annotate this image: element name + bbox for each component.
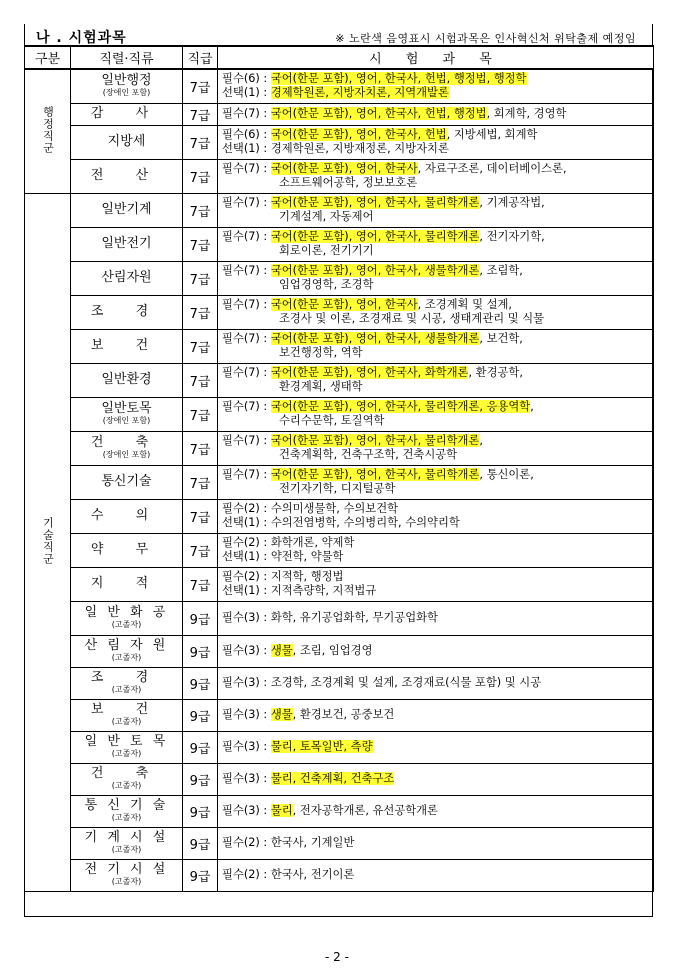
subjects-text: , 전기자기학, xyxy=(479,230,545,243)
highlighted-subjects: 국어(한문 포함), 영어, 한국사, 물리학개론 xyxy=(270,196,480,209)
subjects-cell xyxy=(218,827,654,859)
subjects-cell xyxy=(218,499,654,533)
job-series-cell xyxy=(71,397,183,431)
subjects-cell xyxy=(218,601,654,635)
subjects-text: 필수(6) : xyxy=(222,128,271,141)
subjects-line xyxy=(222,107,653,121)
job-series-note: (고졸자) xyxy=(111,845,142,854)
subjects-cell xyxy=(218,731,654,763)
grade-cell: 9급 xyxy=(183,763,218,795)
job-series-note: (고졸자) xyxy=(111,620,142,629)
grade-cell: 9급 xyxy=(183,795,218,827)
subjects-text: 필수(6) : xyxy=(222,72,271,86)
highlighted-subjects: 물리 xyxy=(270,804,293,817)
subjects-text: , xyxy=(479,434,483,447)
subjects-line xyxy=(222,772,653,786)
table-row xyxy=(25,567,654,601)
job-series-name: 조 경 xyxy=(90,670,163,685)
job-series-name: 일 반 화 공 xyxy=(84,605,169,620)
exam-subjects-table xyxy=(24,45,654,892)
grade-cell: 9급 xyxy=(183,859,218,891)
subjects-cell xyxy=(218,159,654,193)
subjects-text: 회로이론, 전기기기 xyxy=(279,244,374,257)
col-header-category: 구분 xyxy=(25,46,71,69)
subjects-text: 필수(2) : 화학개론, 약제학 xyxy=(222,536,355,549)
subjects-line xyxy=(222,298,653,312)
subjects-cell xyxy=(218,567,654,601)
subjects-text: 필수(7) : xyxy=(222,264,271,277)
job-series-name: 전 기 시 설 xyxy=(84,862,169,877)
subjects-text: 필수(2) : 지적학, 행정법 xyxy=(222,570,344,583)
subjects-text: , 조림, 임업경영 xyxy=(292,644,373,657)
subjects-line xyxy=(222,644,653,658)
job-series-name: 일반기계 xyxy=(101,202,152,217)
job-series-cell xyxy=(71,329,183,363)
page-number: - 2 - xyxy=(325,950,349,964)
subjects-text: 필수(3) : xyxy=(222,740,271,753)
subjects-text: , 조림학, xyxy=(479,264,523,277)
table-row xyxy=(25,795,654,827)
highlighted-subjects: 국어(한문 포함), 영어, 한국사, 물리학개론 xyxy=(270,468,480,481)
col-header-grade: 직급 xyxy=(183,46,218,69)
subjects-line xyxy=(222,482,653,496)
subjects-text: 필수(7) : xyxy=(222,107,271,120)
job-series-name: 전 산 xyxy=(90,168,163,183)
subjects-text: , 통신이론, xyxy=(479,468,534,481)
subjects-line xyxy=(222,332,653,346)
job-series-note: (고졸자) xyxy=(111,781,142,790)
grade-cell: 7급 xyxy=(183,227,218,261)
subjects-text: , 자료구조론, 데이터베이스론, xyxy=(417,162,567,175)
job-series-name: 일반토목 xyxy=(101,401,152,416)
table-row xyxy=(25,69,654,103)
highlighted-subjects: 국어(한문 포함), 영어, 한국사, 헌법 xyxy=(270,128,447,141)
job-series-cell xyxy=(71,499,183,533)
table-row xyxy=(25,431,654,465)
subjects-line xyxy=(222,400,653,414)
subjects-line xyxy=(222,72,653,86)
highlighted-subjects: 국어(한문 포함), 영어, 한국사, 헌법, 행정법, 행정학 xyxy=(270,72,527,86)
grade-cell: 7급 xyxy=(183,397,218,431)
highlighted-subjects: 국어(한문 포함), 영어, 한국사, 생물학개론 xyxy=(270,332,480,345)
subjects-text: 필수(2) : 수의미생물학, 수의보건학 xyxy=(222,502,399,515)
subjects-text: 소프트웨어공학, 정보보호론 xyxy=(279,176,418,189)
table-row xyxy=(25,397,654,431)
job-series-cell xyxy=(71,295,183,329)
subjects-line xyxy=(222,611,653,625)
subjects-line xyxy=(222,740,653,754)
highlighted-subjects: 생물 xyxy=(270,708,293,721)
table-row xyxy=(25,635,654,667)
subjects-line xyxy=(222,366,653,380)
subjects-cell xyxy=(218,103,654,125)
grade-cell: 7급 xyxy=(183,261,218,295)
job-series-cell xyxy=(71,193,183,227)
highlighted-subjects: 국어(한문 포함), 영어, 한국사, 생물학개론 xyxy=(270,264,480,277)
subjects-text: 임업경영학, 조경학 xyxy=(279,278,374,291)
subjects-text: 필수(7) : xyxy=(222,366,271,379)
subjects-line xyxy=(222,502,653,516)
subjects-text: 수리수문학, 토질역학 xyxy=(279,414,385,427)
job-series-cell xyxy=(71,601,183,635)
job-series-name: 일반환경 xyxy=(101,372,152,387)
subjects-line xyxy=(222,86,653,100)
subjects-line xyxy=(222,550,653,564)
grade-cell: 7급 xyxy=(183,533,218,567)
job-series-cell xyxy=(71,763,183,795)
table-header-row xyxy=(25,46,654,69)
subjects-line xyxy=(222,468,653,482)
subjects-cell xyxy=(218,69,654,103)
job-series-cell xyxy=(71,567,183,601)
job-series-name: 산림자원 xyxy=(101,270,152,285)
job-series-name: 건 축 xyxy=(90,435,163,450)
subjects-text: 필수(7) : xyxy=(222,298,271,311)
job-series-cell xyxy=(71,465,183,499)
subjects-text: 필수(7) : xyxy=(222,434,271,447)
job-series-name: 건 축 xyxy=(90,766,163,781)
table-row xyxy=(25,295,654,329)
highlighted-subjects: 경제학원론, 지방자치론, 지역개발론 xyxy=(270,86,449,100)
subjects-text: , 보건학, xyxy=(479,332,523,345)
job-series-note: (고졸자) xyxy=(111,685,142,694)
subjects-text: 건축계획학, 건축구조학, 건축시공학 xyxy=(279,448,458,461)
grade-cell: 7급 xyxy=(183,103,218,125)
job-series-name: 통신기술 xyxy=(101,474,152,489)
job-series-cell xyxy=(71,859,183,891)
highlighted-subjects: 물리, 토목일반, 측량 xyxy=(270,740,373,753)
subjects-line xyxy=(222,804,653,818)
job-series-note: (고졸자) xyxy=(111,717,142,726)
subjects-text: 필수(3) : xyxy=(222,772,271,785)
table-row xyxy=(25,363,654,397)
grade-cell: 7급 xyxy=(183,159,218,193)
group-tech xyxy=(25,193,71,891)
subjects-cell xyxy=(218,699,654,731)
subjects-line xyxy=(222,708,653,722)
job-series-name: 통 신 기 술 xyxy=(84,798,169,813)
table-row xyxy=(25,731,654,763)
subjects-text: 필수(3) : 화학, 유기공업화학, 무기공업화학 xyxy=(222,611,438,624)
subjects-text: 필수(2) : 한국사, 전기이론 xyxy=(222,868,355,881)
subjects-cell xyxy=(218,261,654,295)
subjects-text: 전기자기학, 디지털공학 xyxy=(279,482,396,495)
table-row xyxy=(25,193,654,227)
subjects-line xyxy=(222,516,653,530)
subjects-line xyxy=(222,868,653,882)
job-series-cell xyxy=(71,635,183,667)
subjects-cell xyxy=(218,795,654,827)
group-label: 행정직군 xyxy=(41,105,55,154)
job-series-cell xyxy=(71,227,183,261)
subjects-text: 조경사 및 이론, 조경재료 및 시공, 생태계관리 및 식물 xyxy=(279,312,545,325)
job-series-name: 기 계 시 설 xyxy=(84,830,169,845)
job-series-note: (장애인 포함) xyxy=(102,88,151,98)
job-series-cell xyxy=(71,431,183,465)
subjects-text: 필수(3) : xyxy=(222,708,271,721)
table-row xyxy=(25,125,654,159)
col-header-subjects: 시 험 과 목 xyxy=(218,46,654,69)
subjects-line xyxy=(222,536,653,550)
job-series-cell xyxy=(71,103,183,125)
grade-cell: 7급 xyxy=(183,465,218,499)
subjects-cell xyxy=(218,295,654,329)
subjects-text: , 전자공학개론, 유선공학개론 xyxy=(292,804,438,817)
subjects-line xyxy=(222,676,653,690)
subjects-cell xyxy=(218,763,654,795)
table-row xyxy=(25,699,654,731)
subjects-text: 필수(7) : xyxy=(222,230,271,243)
subjects-line xyxy=(222,230,653,244)
highlighted-subjects: 국어(한문 포함), 영어, 한국사 xyxy=(270,298,418,311)
subjects-line xyxy=(222,264,653,278)
grade-cell: 7급 xyxy=(183,69,218,103)
job-series-note: (장애인 포함) xyxy=(102,450,151,459)
subjects-cell xyxy=(218,533,654,567)
table-row xyxy=(25,103,654,125)
subjects-line xyxy=(222,176,653,190)
subjects-line xyxy=(222,448,653,462)
table-row xyxy=(25,329,654,363)
highlighted-subjects: 물리, 건축계획, 건축구조 xyxy=(270,772,395,785)
subjects-text: , 지방세법, 회계학 xyxy=(446,128,538,141)
job-series-cell xyxy=(71,261,183,295)
subjects-line xyxy=(222,380,653,394)
subjects-cell xyxy=(218,227,654,261)
job-series-name: 지방세 xyxy=(107,134,146,149)
highlighted-subjects: 국어(한문 포함), 영어, 한국사, 헌법, 행정법 xyxy=(270,107,487,120)
job-series-cell xyxy=(71,69,183,103)
job-series-name: 수 의 xyxy=(90,508,163,523)
subjects-cell xyxy=(218,329,654,363)
subjects-text: , 조경계획 및 설계, xyxy=(417,298,512,311)
highlighted-subjects: 생물 xyxy=(270,644,293,657)
subjects-line xyxy=(222,278,653,292)
subjects-cell xyxy=(218,635,654,667)
table-row xyxy=(25,261,654,295)
table-row xyxy=(25,667,654,699)
section-header xyxy=(36,27,646,45)
job-series-name: 일 반 토 목 xyxy=(84,734,169,749)
subjects-text: 필수(7) : xyxy=(222,400,271,413)
table-row xyxy=(25,533,654,567)
table-body xyxy=(25,69,654,891)
subjects-cell xyxy=(218,363,654,397)
table-row xyxy=(25,159,654,193)
subjects-text: 기계설계, 자동제어 xyxy=(279,210,374,223)
table-row xyxy=(25,601,654,635)
subjects-cell xyxy=(218,193,654,227)
table-row xyxy=(25,763,654,795)
grade-cell: 9급 xyxy=(183,731,218,763)
job-series-name: 약 무 xyxy=(90,542,163,557)
subjects-line xyxy=(222,162,653,176)
subjects-cell xyxy=(218,465,654,499)
subjects-text: 선택(1) : 지적측량학, 지적법규 xyxy=(222,584,377,597)
subjects-text: 선택(1) : 약전학, 약물학 xyxy=(222,550,344,563)
subjects-text: 필수(7) : xyxy=(222,196,271,209)
job-series-name: 보 건 xyxy=(90,338,163,353)
job-series-cell xyxy=(71,125,183,159)
job-series-name: 일반행정 xyxy=(101,73,152,89)
subjects-line xyxy=(222,434,653,448)
subjects-text: 필수(7) : xyxy=(222,162,271,175)
group-admin xyxy=(25,69,71,193)
job-series-cell xyxy=(71,159,183,193)
job-series-note: (고졸자) xyxy=(111,653,142,662)
job-series-note: (고졸자) xyxy=(111,877,142,886)
grade-cell: 9급 xyxy=(183,827,218,859)
subjects-line xyxy=(222,210,653,224)
job-series-cell xyxy=(71,699,183,731)
grade-cell: 9급 xyxy=(183,667,218,699)
job-series-cell xyxy=(71,731,183,763)
highlighted-subjects: 국어(한문 포함), 영어, 한국사, 물리학개론, 응용역학 xyxy=(270,400,531,413)
subjects-line xyxy=(222,570,653,584)
highlighted-subjects: 국어(한문 포함), 영어, 한국사 xyxy=(270,162,418,175)
subjects-line xyxy=(222,142,653,156)
grade-cell: 7급 xyxy=(183,363,218,397)
subjects-text: 필수(3) : xyxy=(222,804,271,817)
table-row xyxy=(25,827,654,859)
section-title: 나 . 시험과목 xyxy=(36,30,127,46)
subjects-text: 필수(7) : xyxy=(222,468,271,481)
subjects-text: , xyxy=(530,400,534,413)
group-label: 기술직군 xyxy=(41,516,55,565)
job-series-name: 지 적 xyxy=(90,576,163,591)
table-row xyxy=(25,859,654,891)
subjects-text: 필수(2) : 한국사, 기계일반 xyxy=(222,836,355,849)
subjects-text: , 기계공작법, xyxy=(479,196,545,209)
subjects-line xyxy=(222,312,653,326)
job-series-name: 감 사 xyxy=(90,106,163,121)
subjects-text: 환경계획, 생태학 xyxy=(279,380,363,393)
grade-cell: 7급 xyxy=(183,431,218,465)
table-row xyxy=(25,227,654,261)
job-series-cell xyxy=(71,533,183,567)
subjects-text: 필수(3) : xyxy=(222,644,271,657)
job-series-name: 일반전기 xyxy=(101,236,152,251)
subjects-line xyxy=(222,128,653,142)
subjects-text: 필수(3) : 조경학, 조경계획 및 설계, 조경재료(식물 포함) 및 시공 xyxy=(222,676,542,689)
subjects-line xyxy=(222,836,653,850)
grade-cell: 7급 xyxy=(183,193,218,227)
job-series-name: 산 림 자 원 xyxy=(84,638,169,653)
grade-cell: 9급 xyxy=(183,635,218,667)
highlighted-subjects: 국어(한문 포함), 영어, 한국사, 물리학개론 xyxy=(270,230,480,243)
subjects-line xyxy=(222,584,653,598)
job-series-cell xyxy=(71,795,183,827)
subjects-cell xyxy=(218,125,654,159)
subjects-line xyxy=(222,244,653,258)
grade-cell: 7급 xyxy=(183,329,218,363)
subjects-text: 선택(1) : xyxy=(222,86,271,100)
subjects-text: , 환경공학, xyxy=(468,366,523,379)
highlighted-subjects: 국어(한문 포함), 영어, 한국사, 화학개론 xyxy=(270,366,469,379)
subjects-text: 필수(7) : xyxy=(222,332,271,345)
job-series-cell xyxy=(71,827,183,859)
grade-cell: 7급 xyxy=(183,295,218,329)
job-series-cell xyxy=(71,363,183,397)
job-series-note: (고졸자) xyxy=(111,749,142,758)
grade-cell: 7급 xyxy=(183,567,218,601)
job-series-cell xyxy=(71,667,183,699)
subjects-cell xyxy=(218,859,654,891)
highlight-notice: ※ 노란색 음영표시 시험과목은 인사혁신처 위탁출제 예정임 xyxy=(335,32,636,45)
subjects-line xyxy=(222,414,653,428)
grade-cell: 9급 xyxy=(183,699,218,731)
subjects-line xyxy=(222,196,653,210)
job-series-name: 보 건 xyxy=(90,702,163,717)
grade-cell: 9급 xyxy=(183,601,218,635)
table-row xyxy=(25,465,654,499)
job-series-note: (장애인 포함) xyxy=(102,416,151,425)
job-series-name: 조 경 xyxy=(90,304,163,319)
subjects-text: 보건행정학, 역학 xyxy=(279,346,363,359)
subjects-cell xyxy=(218,667,654,699)
col-header-job-series: 직렬·직류 xyxy=(71,46,183,69)
subjects-text: , 회계학, 경영학 xyxy=(486,107,567,120)
highlighted-subjects: 국어(한문 포함), 영어, 한국사, 물리학개론 xyxy=(270,434,480,447)
subjects-text: 선택(1) : 경제학원론, 지방재정론, 지방자치론 xyxy=(222,142,449,155)
subjects-cell xyxy=(218,397,654,431)
subjects-text: , 환경보건, 공중보건 xyxy=(292,708,395,721)
subjects-line xyxy=(222,346,653,360)
grade-cell: 7급 xyxy=(183,499,218,533)
grade-cell: 7급 xyxy=(183,125,218,159)
subjects-cell xyxy=(218,431,654,465)
table-row xyxy=(25,499,654,533)
job-series-note: (고졸자) xyxy=(111,813,142,822)
subjects-text: 선택(1) : 수의전염병학, 수의병리학, 수의약리학 xyxy=(222,516,460,529)
